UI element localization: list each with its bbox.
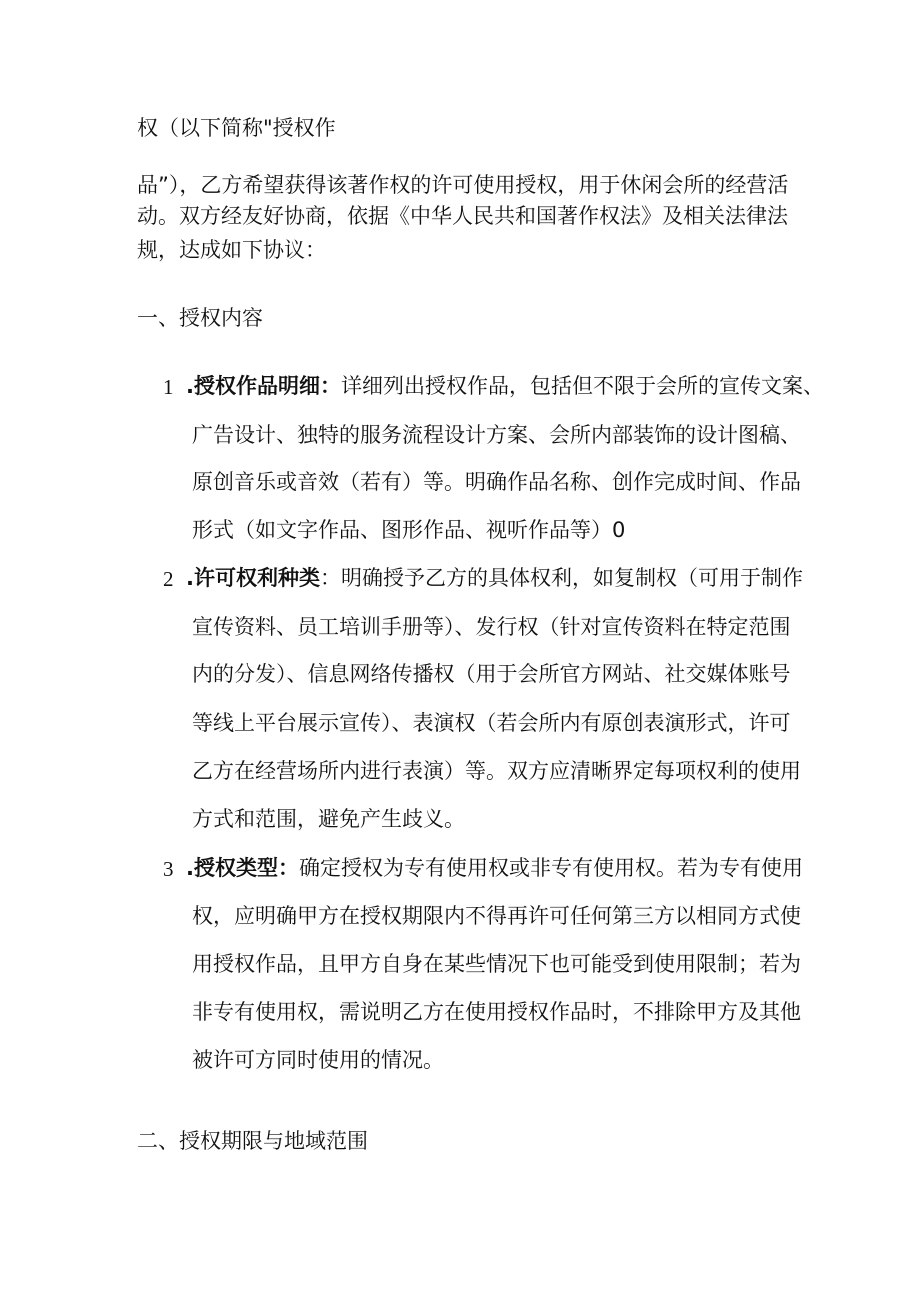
item-1-line-1 bbox=[186, 376, 824, 397]
intro-line-1: 权（以下简称"授权作 bbox=[137, 116, 336, 140]
item-1-number: 1 bbox=[163, 375, 174, 399]
item-2-line-4: 等线上平台展示宣传）、表演权（若会所内有原创表演形式，许可 bbox=[192, 711, 791, 735]
item-3-line-4: 非专有使用权，需说明乙方在使用授权作品时，不排除甲方及其他 bbox=[192, 1000, 801, 1024]
item-1-line-4: 形式（如文字作品、图形作品、视听作品等）0 bbox=[192, 518, 626, 542]
item-3-line-5: 被许可方同时使用的情况。 bbox=[192, 1048, 444, 1072]
section-heading-2: 二、授权期限与地域范围 bbox=[137, 1129, 368, 1153]
item-2-title: .许可权利种类 bbox=[186, 566, 320, 590]
item-2-line-3: 内的分发）、信息网络传播权（用于会所官方网站、社交媒体账号 bbox=[192, 662, 791, 686]
item-1-title: .授权作品明细： bbox=[186, 374, 341, 398]
item-2-text-1: ：明确授予乙方的具体权利，如复制权（可用于制作 bbox=[319, 566, 803, 590]
item-1-text-1: 详细列出授权作品，包括但不限于会所的宣传文案、 bbox=[340, 374, 824, 398]
item-2-number: 2 bbox=[163, 567, 174, 591]
item-3-line-1 bbox=[186, 858, 803, 879]
item-1-line-3: 原创音乐或音效（若有）等。明确作品名称、创作完成时间、作品 bbox=[192, 470, 801, 494]
item-2-line-1 bbox=[186, 568, 803, 589]
section-heading-1: 一、授权内容 bbox=[137, 306, 263, 330]
intro-line-2: 品”），乙方希望获得该著作权的许可使用授权，用于休闲会所的经营活 bbox=[137, 173, 789, 197]
item-3-number: 3 bbox=[163, 857, 174, 881]
item-3-line-3: 用授权作品，且甲方自身在某些情况下也可能受到使用限制；若为 bbox=[192, 952, 801, 976]
item-3-line-2: 权，应明确甲方在授权期限内不得再许可任何第三方以相同方式使 bbox=[192, 904, 801, 928]
item-2-line-2: 宣传资料、员工培训手册等）、发行权（针对宣传资料在特定范围 bbox=[192, 615, 791, 639]
item-1-line-2: 广告设计、独特的服务流程设计方案、会所内部装饰的设计图稿、 bbox=[192, 423, 801, 447]
intro-line-3: 动。双方经友好协商，依据《中华人民共和国著作权法》及相关法律法 bbox=[137, 204, 788, 228]
item-3-text-1: 确定授权为专有使用权或非专有使用权。若为专有使用 bbox=[298, 856, 803, 880]
intro-line-4: 规，达成如下协议： bbox=[137, 238, 326, 262]
item-2-line-6: 方式和范围，避免产生歧义。 bbox=[192, 807, 465, 831]
item-2-line-5: 乙方在经营场所内进行表演）等。双方应清晰界定每项权利的使用 bbox=[192, 759, 801, 783]
item-3-title: .授权类型： bbox=[186, 856, 299, 880]
